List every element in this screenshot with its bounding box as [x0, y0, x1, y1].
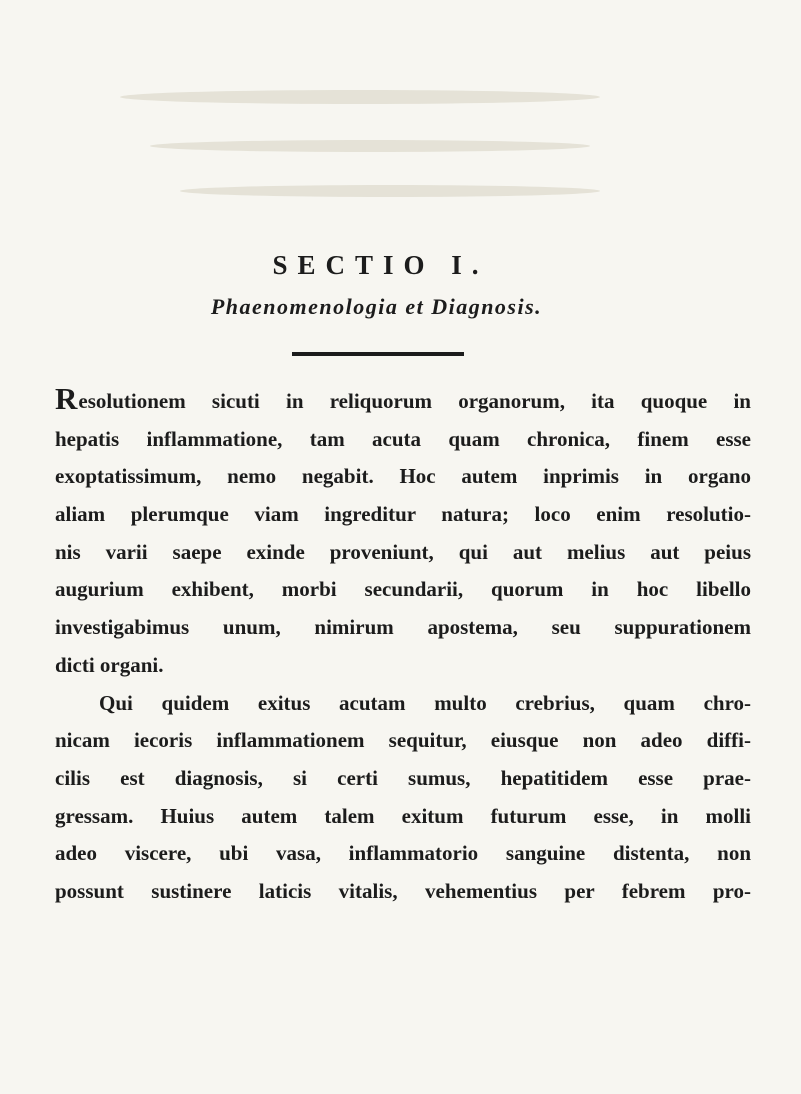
text-line: aliam plerumque viam ingreditur natura; loco enim resolutio- — [55, 502, 751, 527]
text-line: dicti organi. — [55, 652, 164, 677]
body-text — [55, 383, 751, 911]
text-line: nicam iecoris inflammationem sequitur, eiusque non adeo diffi- — [55, 728, 751, 753]
text-line: nis varii saepe exinde proveniunt, qui aut melius aut peius — [55, 539, 751, 564]
section-subtitle: Phaenomenologia et Diagnosis. — [210, 294, 543, 319]
section-title: SECTIO I. — [272, 250, 489, 280]
text-line: Qui quidem exitus acutam multo crebrius, quam chro- — [99, 690, 751, 715]
text-line: cilis est diagnosis, si certi sumus, hepatitidem esse prae- — [55, 765, 751, 790]
horizontal-rule — [292, 352, 464, 356]
text-line: hepatis inflammatione, tam acuta quam chronica, finem esse — [55, 426, 751, 451]
text-line: possunt sustinere laticis vitalis, vehementius per febrem pro- — [55, 878, 751, 903]
text-line: Resolutionem sicuti in reliquorum organorum, ita quoque in — [55, 381, 751, 416]
bleed-through-mark — [180, 185, 600, 197]
text-line: exoptatissimum, nemo negabit. Hoc autem inprimis in organo — [55, 464, 751, 489]
bleed-through-mark — [150, 140, 590, 152]
text-line: augurium exhibent, morbi secundarii, quorum in hoc libello — [55, 577, 751, 602]
text-line: adeo viscere, ubi vasa, inflammatorio sanguine distenta, non — [55, 841, 751, 866]
text-line: investigabimus unum, nimirum apostema, seu suppurationem — [55, 615, 751, 640]
bleed-through-mark — [120, 90, 600, 104]
drop-cap: R — [55, 381, 78, 416]
text-line: gressam. Huius autem talem exitum futurum esse, in molli — [55, 803, 751, 828]
